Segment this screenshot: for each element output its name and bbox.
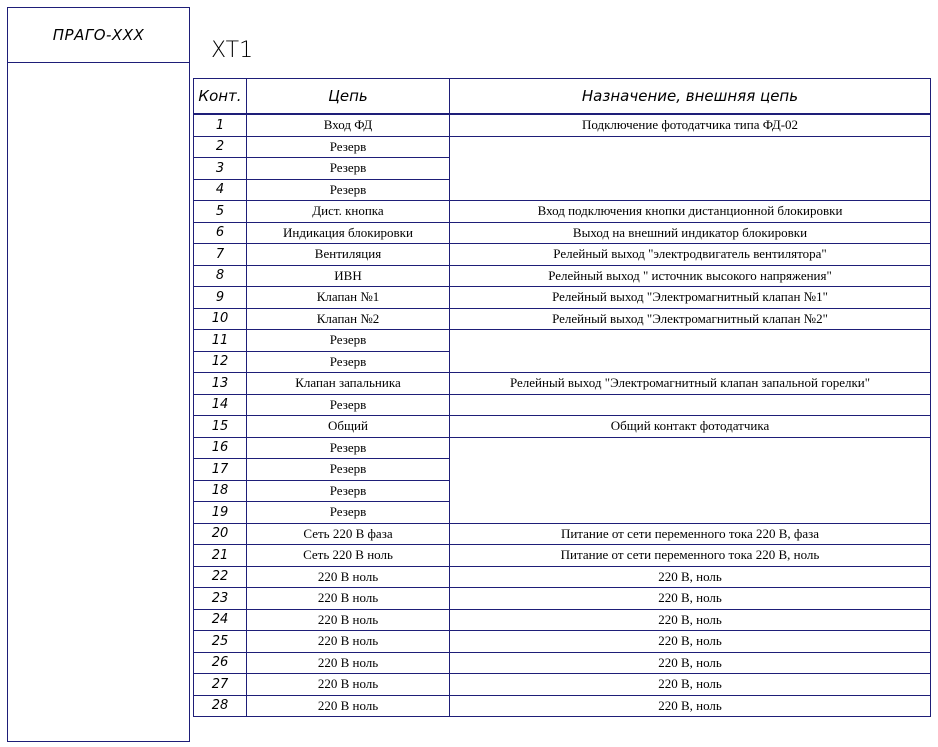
contact-number: 19 [194, 502, 247, 524]
contact-number: 10 [194, 308, 247, 330]
circuit-cell: Клапан запальника [247, 373, 450, 395]
contact-number: 14 [194, 394, 247, 416]
table-row [194, 222, 931, 244]
contact-number: 20 [194, 523, 247, 545]
purpose-cell: Выход на внешний индикатор блокировки [450, 222, 931, 244]
table-row [194, 330, 931, 352]
table-body [194, 114, 931, 717]
circuit-cell: Резерв [247, 330, 450, 352]
purpose-cell: Релейный выход " источник высокого напряжения" [450, 265, 931, 287]
contact-number: 13 [194, 373, 247, 395]
purpose-cell-empty [450, 330, 931, 373]
table-row [194, 287, 931, 309]
circuit-cell: 220 В ноль [247, 588, 450, 610]
circuit-cell: Резерв [247, 179, 450, 201]
purpose-cell: Общий контакт фотодатчика [450, 416, 931, 438]
table-row [194, 437, 931, 459]
circuit-cell: Дист. кнопка [247, 201, 450, 223]
contact-number: 2 [194, 136, 247, 158]
table-row [194, 416, 931, 438]
circuit-cell: Резерв [247, 480, 450, 502]
contact-number: 26 [194, 652, 247, 674]
circuit-cell: Вход ФД [247, 114, 450, 136]
purpose-cell: Вход подключения кнопки дистанционной блокировки [450, 201, 931, 223]
table-row [194, 588, 931, 610]
contact-number: 18 [194, 480, 247, 502]
contact-number: 16 [194, 437, 247, 459]
table-row [194, 609, 931, 631]
circuit-cell: Резерв [247, 394, 450, 416]
purpose-cell: Питание от сети переменного тока 220 В, ноль [450, 545, 931, 567]
device-name: ПРАГО-XXX [8, 8, 189, 63]
purpose-cell-empty [450, 136, 931, 201]
circuit-cell: Резерв [247, 351, 450, 373]
circuit-cell: 220 В ноль [247, 566, 450, 588]
table-row [194, 244, 931, 266]
purpose-cell-empty [450, 437, 931, 523]
contact-number: 11 [194, 330, 247, 352]
circuit-cell: Сеть 220 В ноль [247, 545, 450, 567]
table-row [194, 652, 931, 674]
title-block [7, 7, 190, 742]
contact-number: 17 [194, 459, 247, 481]
purpose-cell: 220 В, ноль [450, 566, 931, 588]
purpose-cell: Релейный выход "Электромагнитный клапан №2" [450, 308, 931, 330]
purpose-cell: Релейный выход "Электромагнитный клапан №1" [450, 287, 931, 309]
table-row [194, 394, 931, 416]
table-row [194, 695, 931, 717]
table-row [194, 631, 931, 653]
table-row [194, 308, 931, 330]
purpose-cell: 220 В, ноль [450, 674, 931, 696]
contact-number: 28 [194, 695, 247, 717]
circuit-cell: Вентиляция [247, 244, 450, 266]
contact-number: 4 [194, 179, 247, 201]
table-row [194, 545, 931, 567]
header-circuit: Цепь [247, 79, 450, 115]
purpose-cell: Релейный выход "Электромагнитный клапан запальной горелки" [450, 373, 931, 395]
contact-number: 24 [194, 609, 247, 631]
circuit-cell: Резерв [247, 136, 450, 158]
circuit-cell: Резерв [247, 459, 450, 481]
purpose-cell: Питание от сети переменного тока 220 В, фаза [450, 523, 931, 545]
table-header-row [194, 79, 931, 115]
table-row [194, 136, 931, 158]
purpose-cell: 220 В, ноль [450, 695, 931, 717]
circuit-cell: Клапан №1 [247, 287, 450, 309]
contact-number: 7 [194, 244, 247, 266]
contact-number: 22 [194, 566, 247, 588]
contact-number: 27 [194, 674, 247, 696]
circuit-cell: Резерв [247, 158, 450, 180]
circuit-cell: Индикация блокировки [247, 222, 450, 244]
purpose-cell: 220 В, ноль [450, 631, 931, 653]
contact-number: 8 [194, 265, 247, 287]
table-row [194, 373, 931, 395]
contact-number: 25 [194, 631, 247, 653]
contact-number: 5 [194, 201, 247, 223]
table-row [194, 566, 931, 588]
purpose-cell: 220 В, ноль [450, 588, 931, 610]
terminal-heading: XT1 [211, 38, 254, 63]
purpose-cell: 220 В, ноль [450, 609, 931, 631]
circuit-cell: 220 В ноль [247, 674, 450, 696]
contact-number: 12 [194, 351, 247, 373]
terminal-table [193, 78, 931, 717]
circuit-cell: 220 В ноль [247, 695, 450, 717]
purpose-cell-empty [450, 394, 931, 416]
contact-number: 23 [194, 588, 247, 610]
circuit-cell: 220 В ноль [247, 609, 450, 631]
circuit-cell: Резерв [247, 502, 450, 524]
circuit-cell: Общий [247, 416, 450, 438]
table-row [194, 674, 931, 696]
contact-number: 6 [194, 222, 247, 244]
contact-number: 1 [194, 114, 247, 136]
circuit-cell: ИВН [247, 265, 450, 287]
header-contact: Конт. [194, 79, 247, 115]
contact-number: 21 [194, 545, 247, 567]
table-row [194, 201, 931, 223]
circuit-cell: Резерв [247, 437, 450, 459]
table-row [194, 114, 931, 136]
circuit-cell: 220 В ноль [247, 652, 450, 674]
circuit-cell: 220 В ноль [247, 631, 450, 653]
contact-number: 3 [194, 158, 247, 180]
circuit-cell: Клапан №2 [247, 308, 450, 330]
header-purpose: Назначение, внешняя цепь [450, 79, 931, 115]
table-row [194, 265, 931, 287]
circuit-cell: Сеть 220 В фаза [247, 523, 450, 545]
contact-number: 15 [194, 416, 247, 438]
contact-number: 9 [194, 287, 247, 309]
purpose-cell: Релейный выход "электродвигатель вентилятора" [450, 244, 931, 266]
purpose-cell: Подключение фотодатчика типа ФД-02 [450, 114, 931, 136]
table-row [194, 523, 931, 545]
purpose-cell: 220 В, ноль [450, 652, 931, 674]
